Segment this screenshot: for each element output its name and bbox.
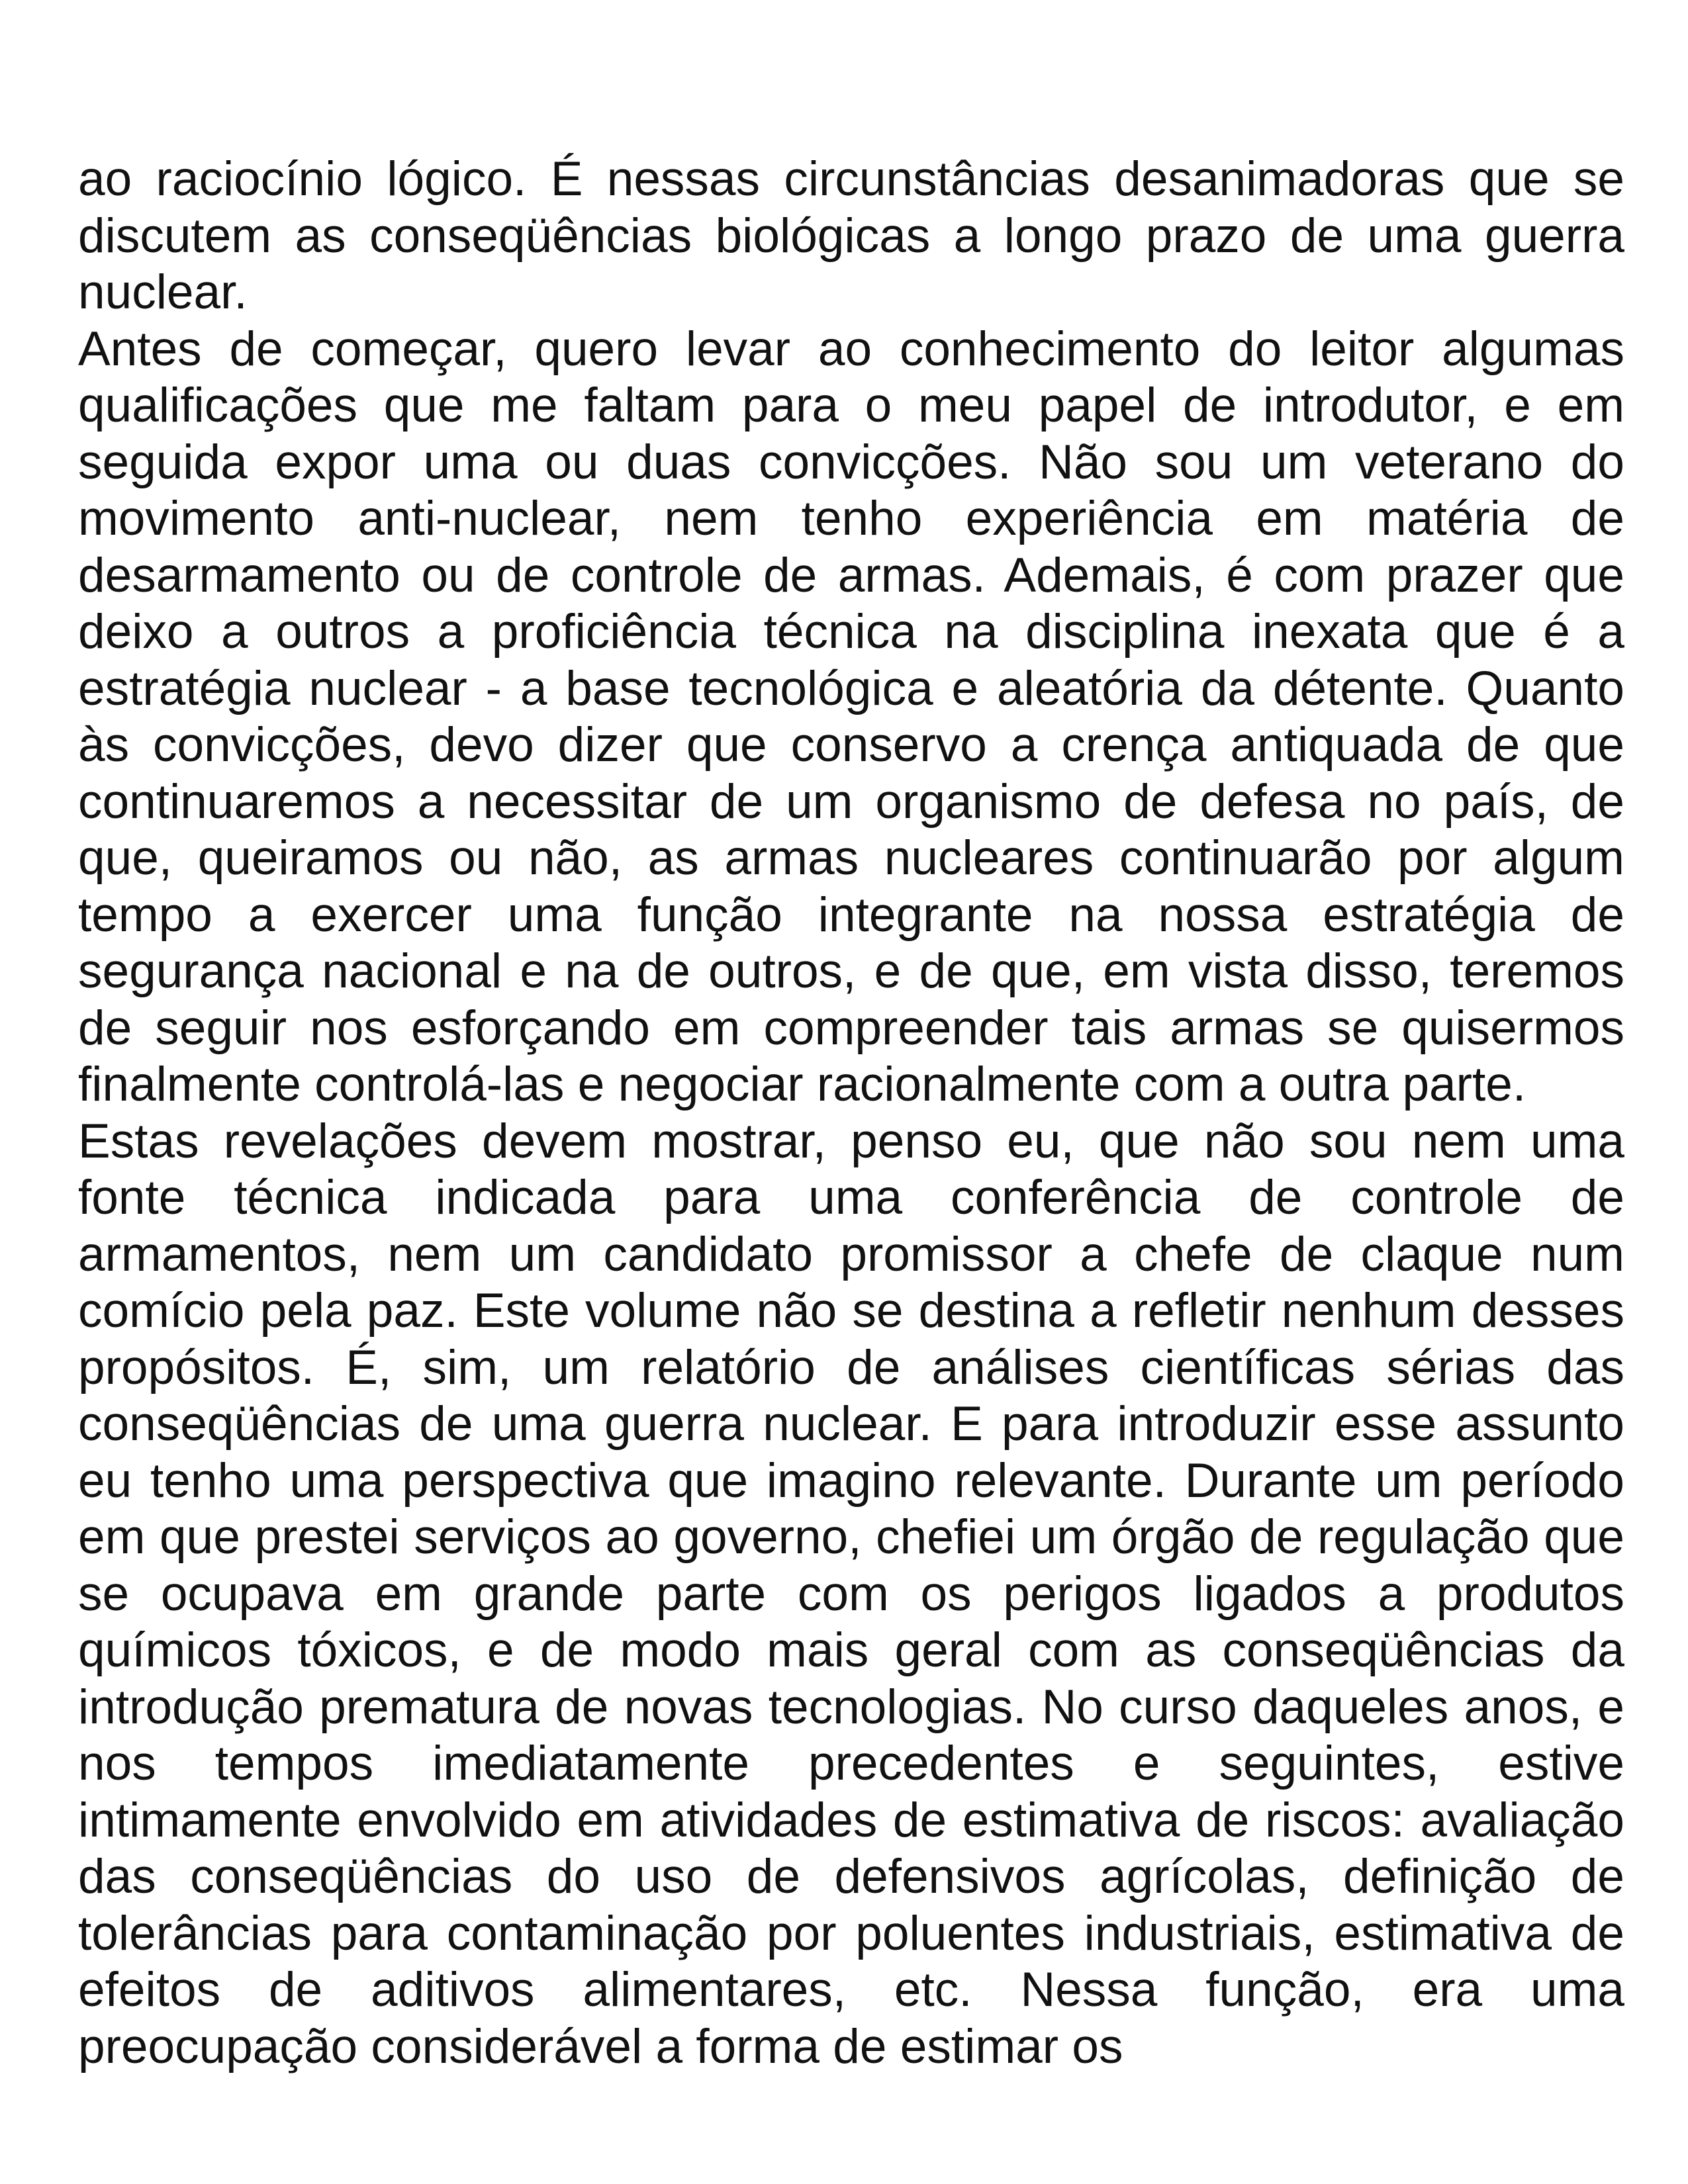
paragraph-2: Antes de começar, quero levar ao conhecimento do leitor algumas qualificações que me faltam para o meu papel de introdutor, e em seguida expor uma ou duas convicções. Não sou um veterano do movimento anti-nuclear, nem tenho experiência em matéria de desarmamento ou de controle de armas. Ademais, é com prazer que deixo a outros a proficiência técnica na disciplina inexata que é a estratégia nuclear - a base tecnológica e aleatória da détente. Quanto às convicções, devo dizer que conservo a crença antiquada de que continuaremos a necessitar de um organismo de defesa no país, de que, queiramos ou não, as armas nucleares continuarão por algum tempo a exercer uma função integrante na nossa estratégia de segurança nacional e na de outros, e de que, em vista disso, teremos de seguir nos esforçando em compreender tais armas se quisermos finalmente controlá-las e negociar racionalmente com a outra parte. xyxy=(78,322,1624,1111)
body-text xyxy=(78,151,1624,2075)
paragraph-3: Estas revelações devem mostrar, penso eu, que não sou nem uma fonte técnica indicada para uma conferência de controle de armamentos, nem um candidato promissor a chefe de claque num comício pela paz. Este volume não se destina a refletir nenhum desses propósitos. É, sim, um relatório de análises científicas sérias das conseqüências de uma guerra nuclear. E para introduzir esse assunto eu tenho uma perspectiva que imagino relevante. Durante um período em que prestei serviços ao governo, chefiei um órgão de regulação que se ocupava em grande parte com os perigos ligados a produtos químicos tóxicos, e de modo mais geral com as conseqüências da introdução prematura de novas tecnologias. No curso daqueles anos, e nos tempos imediatamente precedentes e seguintes, estive intimamente envolvido em atividades de estimativa de riscos: avaliação das conseqüências do uso de defensivos agrícolas, definição de tolerâncias para contaminação por poluentes industriais, estimativa de efeitos de aditivos alimentares, etc. Nessa função, era uma preocupação considerável a forma de estimar os xyxy=(78,1114,1624,2073)
paragraph-1: ao raciocínio lógico. É nessas circunstâncias desanimadoras que se discutem as conseqüências biológicas a longo prazo de uma guerra nuclear. xyxy=(78,152,1624,319)
